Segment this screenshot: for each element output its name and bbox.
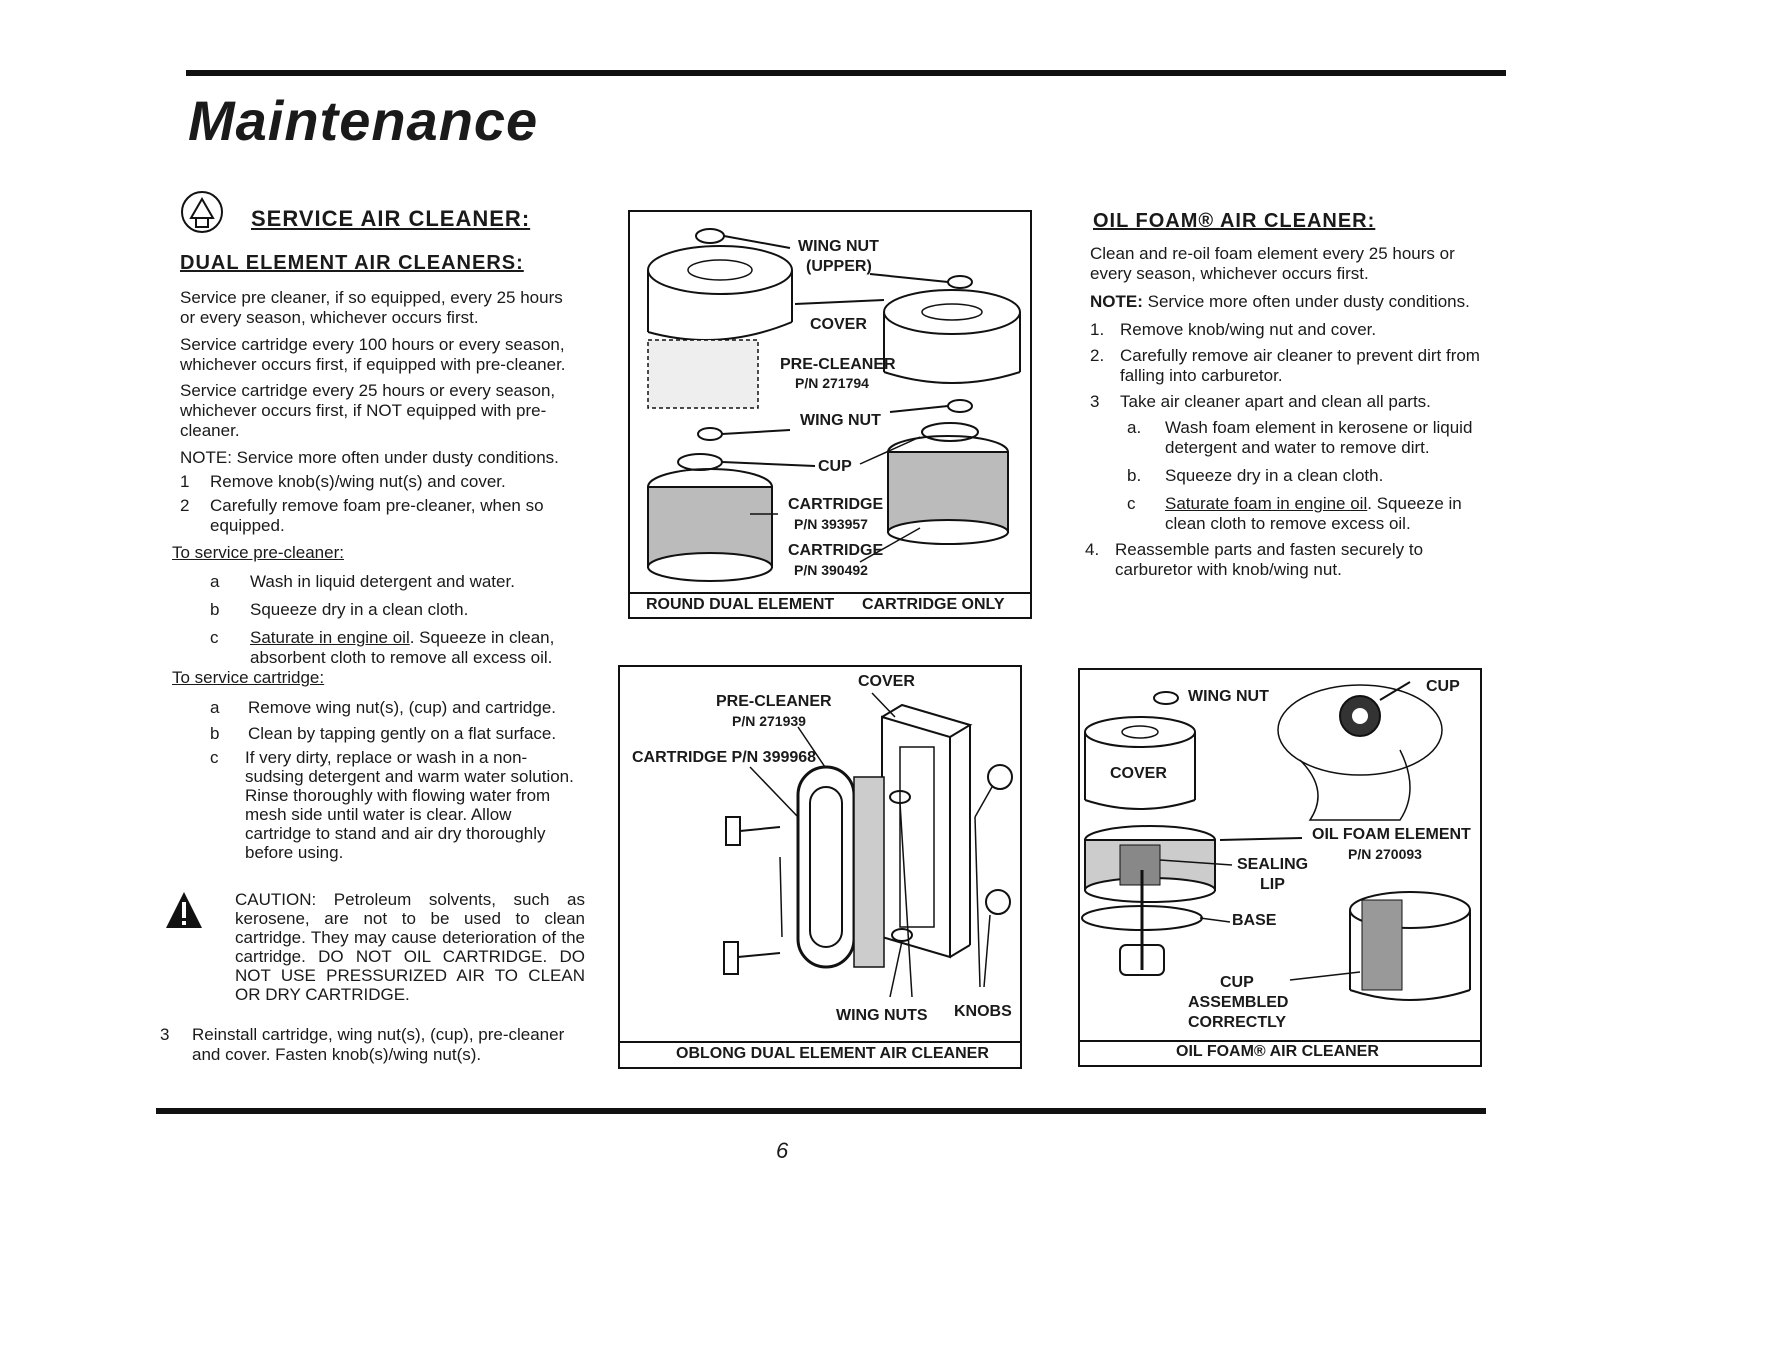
r-a-letter: a. xyxy=(1127,418,1142,437)
step1-text: Remove knob(s)/wing nut(s) and cover. xyxy=(210,472,506,491)
fig3-wing-nut: WING NUT xyxy=(1188,688,1269,705)
fig1-caption-left: ROUND DUAL ELEMENT xyxy=(646,596,835,613)
step3-text: Reinstall cartridge, wing nut(s), (cup), pre-cleaner and cover. Fasten knob(s)/wing nut(s). xyxy=(192,1025,565,1064)
cart-c-letter: c xyxy=(210,748,219,767)
para-precleaner-interval: Service pre cleaner, if so equipped, every 25 hours or every season, whichever occurs first. xyxy=(180,288,563,327)
foam-cutaway-icon xyxy=(1350,892,1470,1000)
note-dusty: NOTE: Service more often under dusty conditions. xyxy=(180,448,559,467)
r-step3-text: Take air cleaner apart and clean all parts. xyxy=(1120,392,1431,411)
cartridge-left-icon xyxy=(648,469,772,581)
wing-nut-upper-icon xyxy=(696,229,790,248)
fig2-wing-nuts: WING NUTS xyxy=(836,1007,928,1024)
oil-foam-note xyxy=(1090,292,1490,312)
pre-b-text: Squeeze dry in a clean cloth. xyxy=(250,600,469,619)
oil-foam-interval: Clean and re-oil foam element every 25 hours or every season, whichever occurs first. xyxy=(1090,244,1455,283)
pre-c-rest: . Squeeze in clean, absorbent cloth to remove all excess oil. xyxy=(250,628,555,667)
service-air-cleaner-heading: SERVICE AIR CLEANER: xyxy=(251,206,531,231)
warning-icon xyxy=(164,890,204,930)
fig1-caption-right: CARTRIDGE ONLY xyxy=(862,596,1005,613)
step2-number: 2 xyxy=(180,496,190,515)
fig3-cup-assembled-2: ASSEMBLED xyxy=(1188,994,1289,1011)
caution-text: CAUTION: Petroleum solvents, such as kerosene, are not to be used to clean cartridge. They may cause deterioration of the cartridge. DO NOT OIL CARTRIDGE. DO NOT USE PRESSURIZED AIR TO CLEAN OR DRY CARTRIDGE. xyxy=(235,890,585,1004)
oil-foam-element-icon xyxy=(1085,826,1215,902)
fig3-base: BASE xyxy=(1232,912,1277,929)
fig1-wing-nut-upper-2: (UPPER) xyxy=(806,258,872,275)
fig2-cartridge: CARTRIDGE P/N 399968 xyxy=(632,749,817,766)
right-column xyxy=(1085,210,1485,610)
left-column xyxy=(150,190,585,1090)
figure-oil-foam xyxy=(1078,668,1482,1067)
fig3-cup-assembled-3: CORRECTLY xyxy=(1188,1014,1287,1031)
fig2-caption-bar xyxy=(620,1041,1020,1043)
r-step2-number: 2. xyxy=(1090,346,1105,365)
fig3-caption-bar xyxy=(1080,1040,1480,1042)
fig3-cover: COVER xyxy=(1110,765,1167,782)
r-c-letter: c xyxy=(1127,494,1136,513)
fig3-cup: CUP xyxy=(1426,678,1460,695)
r-b-text: Squeeze dry in a clean cloth. xyxy=(1165,466,1384,485)
pre-a-text: Wash in liquid detergent and water. xyxy=(250,572,515,591)
cartridge-service-heading: To service cartridge: xyxy=(172,668,325,687)
oblong-cartridge-icon xyxy=(798,767,884,967)
figure-round-dual-element xyxy=(628,210,1032,619)
r-c-underlined: Saturate foam in engine oil xyxy=(1165,494,1368,513)
fig2-precleaner-pn: P/N 271939 xyxy=(732,713,806,729)
pre-a-letter: a xyxy=(210,572,220,591)
cover-left-icon xyxy=(648,246,792,340)
step1-number: 1 xyxy=(180,472,190,491)
pre-c-text xyxy=(250,628,580,668)
r-b-letter: b. xyxy=(1127,466,1142,485)
cover-right-icon xyxy=(884,290,1020,383)
r-c-text xyxy=(1165,494,1485,534)
cart-c-text: If very dirty, replace or wash in a non-sudsing detergent and warm water solution. Rinse thoroughly with flowing water from mesh side until water is clear. Allow cartridge to stand and air dry thoroughly before using. xyxy=(245,748,574,862)
figure2-drawing xyxy=(620,667,1020,1042)
oil-foam-note-label: NOTE: xyxy=(1090,292,1143,311)
fig2-knobs: KNOBS xyxy=(954,1003,1012,1020)
fig2-cover: COVER xyxy=(858,673,915,690)
para-cartridge-without-precleaner: Service cartridge every 25 hours or every season, whichever occurs first, if NOT equipped with pre-cleaner. xyxy=(180,381,556,440)
pre-c-underlined: Saturate in engine oil xyxy=(250,628,410,647)
para-cartridge-with-precleaner: Service cartridge every 100 hours or every season, whichever occurs first, if equipped with pre-cleaner. xyxy=(180,335,566,374)
fig1-cartridge1-pn: P/N 393957 xyxy=(794,516,868,532)
r-step4-number: 4. xyxy=(1085,540,1100,559)
cart-a-letter: a xyxy=(210,698,220,717)
step3-number: 3 xyxy=(160,1025,170,1044)
precleaner-left-icon xyxy=(648,340,758,408)
pre-c-letter: c xyxy=(210,628,219,647)
cartridge-right-icon xyxy=(888,436,1008,544)
fig1-cup: CUP xyxy=(818,458,852,475)
r-c-rest: . Squeeze in clean cloth to remove excess oil. xyxy=(1165,494,1462,533)
page-number: 6 xyxy=(776,1138,789,1163)
fig1-cartridge1: CARTRIDGE xyxy=(788,496,884,513)
fig1-wing-nut: WING NUT xyxy=(800,412,881,429)
oblong-cover-icon xyxy=(882,705,970,957)
fig3-oil-foam-pn: P/N 270093 xyxy=(1348,846,1422,862)
oil-foam-note-text: Service more often under dusty conditions. xyxy=(1142,292,1470,311)
fig1-wing-nut-upper: WING NUT xyxy=(798,238,879,255)
cart-b-text: Clean by tapping gently on a flat surface. xyxy=(248,724,557,743)
fig2-precleaner: PRE-CLEANER xyxy=(716,693,832,710)
r-step4-text: Reassemble parts and fasten securely to carburetor with knob/wing nut. xyxy=(1115,540,1424,579)
pre-b-letter: b xyxy=(210,600,220,619)
fig1-precleaner-pn: P/N 271794 xyxy=(795,375,869,391)
hand-cup-icon xyxy=(1278,682,1442,820)
fig1-cartridge2-pn: P/N 390492 xyxy=(794,562,868,578)
dual-element-heading: DUAL ELEMENT AIR CLEANERS: xyxy=(180,252,524,274)
cart-b-letter: b xyxy=(210,724,220,743)
oil-foam-cover-icon xyxy=(1085,717,1195,809)
cart-a-text: Remove wing nut(s), (cup) and cartridge. xyxy=(248,698,557,717)
fig1-precleaner: PRE-CLEANER xyxy=(780,356,896,373)
fig1-caption-bar xyxy=(630,592,1030,594)
figure-oblong-dual-element xyxy=(618,665,1022,1069)
oil-foam-heading: OIL FOAM® AIR CLEANER: xyxy=(1093,210,1376,232)
r-a-text: Wash foam element in kerosene or liquid detergent and water to remove dirt. xyxy=(1165,418,1473,457)
bottom-rule xyxy=(156,1108,1486,1114)
r-step1-number: 1. xyxy=(1090,320,1105,339)
r-step3-number: 3 xyxy=(1090,392,1100,411)
step2-text: Carefully remove foam pre-cleaner, when so equipped. xyxy=(210,496,544,535)
fig1-cartridge2: CARTRIDGE xyxy=(788,542,884,559)
fig3-cup-assembled-1: CUP xyxy=(1220,974,1254,991)
page-title: Maintenance xyxy=(188,89,539,152)
fig3-oil-foam-element: OIL FOAM ELEMENT xyxy=(1312,826,1471,843)
top-rule xyxy=(186,70,1506,76)
fig3-sealing: SEALING xyxy=(1237,856,1309,873)
fig2-caption: OBLONG DUAL ELEMENT AIR CLEANER xyxy=(676,1045,989,1062)
maintenance-icon xyxy=(180,190,230,240)
fig1-cover: COVER xyxy=(810,316,867,333)
r-step1-text: Remove knob/wing nut and cover. xyxy=(1120,320,1377,339)
fig3-lip: LIP xyxy=(1260,876,1285,893)
r-step2-text: Carefully remove air cleaner to prevent dirt from falling into carburetor. xyxy=(1120,346,1480,385)
precleaner-service-heading: To service pre-cleaner: xyxy=(172,543,344,562)
fig3-caption: OIL FOAM® AIR CLEANER xyxy=(1176,1043,1379,1060)
